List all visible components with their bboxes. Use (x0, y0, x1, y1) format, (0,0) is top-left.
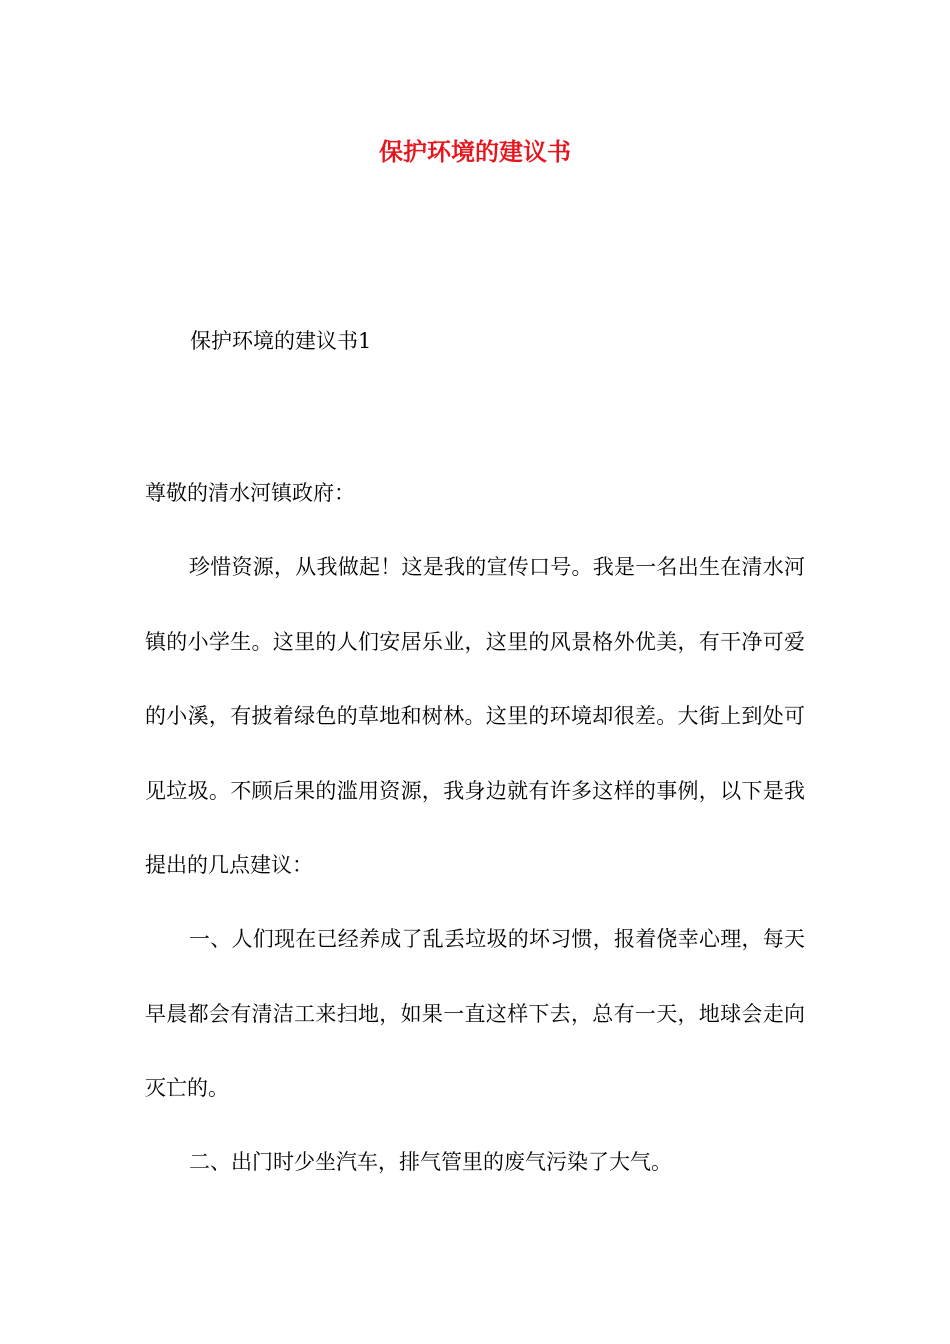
document-title: 保护环境的建议书 (379, 137, 571, 166)
paragraph-suggestion-1: 一、人们现在已经养成了乱丢垃圾的坏习惯，报着侥幸心理，每天早晨都会有清洁工来扫地，如果一直这样下去，总有一天，地球会走向灭亡的。 (145, 927, 805, 1100)
salutation: 尊敬的清水河镇政府： (145, 481, 355, 505)
paragraph-suggestion-2: 二、出门时少坐汽车，排气管里的废气污染了大气。 (189, 1150, 672, 1174)
section-heading: 保护环境的建议书1 (190, 329, 372, 353)
paragraph-intro: 珍惜资源，从我做起！这是我的宣传口号。我是一名出生在清水河镇的小学生。这里的人们安居乐业，这里的风景格外优美，有干净可爱的小溪，有披着绿色的草地和树林。这里的环境却很差。大街上到处可见垃圾。不顾后果的滥用资源，我身边就有许多这样的事例，以下是我提出的几点建议： (145, 555, 805, 877)
